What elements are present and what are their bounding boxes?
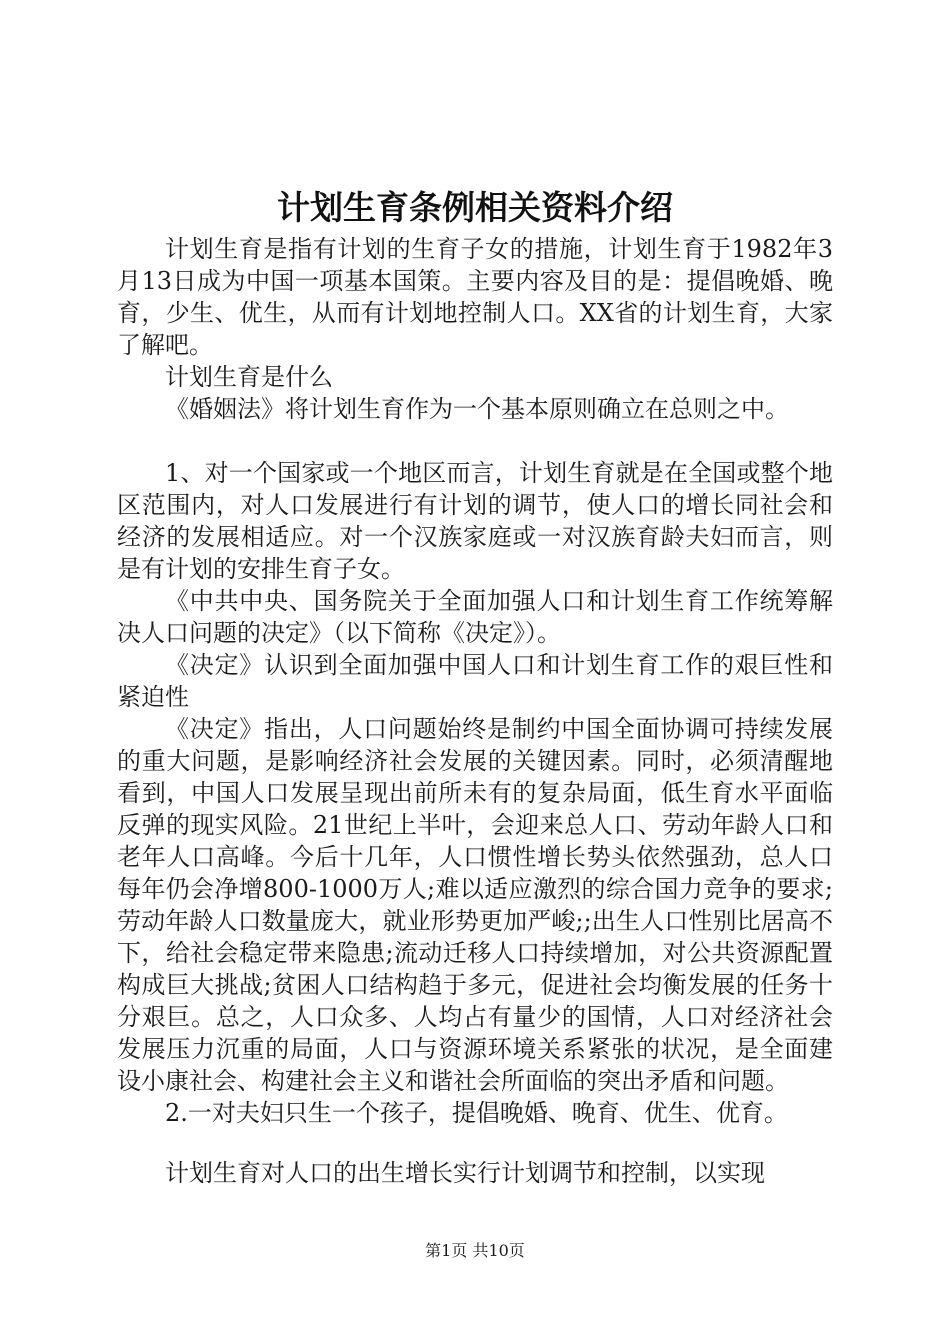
document-body: [117, 233, 833, 1189]
paragraph-control: 计划生育对人口的出生增长实行计划调节和控制，以实现: [165, 1159, 765, 1187]
paragraph-marriage-law: 《婚姻法》将计划生育作为一个基本原则确立在总则之中。: [165, 395, 789, 423]
paragraph-decision-urgency: 《决定》认识到全面加强中国人口和计划生育工作的艰巨性和紧迫性: [117, 651, 833, 711]
paragraph-point-1: 1、对一个国家或一个地区而言，计划生育就是在全国或整个地区范围内，对人口发展进行有计划的调节，使人口的增长同社会和经济的发展相适应。对一个汉族家庭或一对汉族育龄夫妇而言，则是有计划的安排生育子女。: [117, 459, 833, 583]
paragraph-decision-detail: 《决定》指出，人口问题始终是制约中国全面协调可持续发展的重大问题，是影响经济社会发展的关键因素。同时，必须清醒地看到，中国人口发展呈现出前所未有的复杂局面，低生育水平面临反弹的现实风险。21世纪上半叶，会迎来总人口、劳动年龄人口和老年人口高峰。今后十几年，人口惯性增长势头依然强劲，总人口每年仍会净增800-1000万人;难以适应激烈的综合国力竞争的要求;劳动年龄人口数量庞大，就业形势更加严峻;;出生人口性别比居高不下，给社会稳定带来隐患;流动迁移人口持续增加，对公共资源配置构成巨大挑战;贫困人口结构趋于多元，促进社会均衡发展的任务十分艰巨。总之，人口众多、人均占有量少的国情，人口对经济社会发展压力沉重的局面，人口与资源环境关系紧张的状况，是全面建设小康社会、构建社会主义和谐社会所面临的突出矛盾和问题。: [117, 715, 833, 1095]
page-footer: 第1页 共10页: [425, 1241, 525, 1260]
paragraph-point-2: 2.一对夫妇只生一个孩子，提倡晚婚、晚育、优生、优育。: [165, 1099, 788, 1127]
paragraph-heading-what: 计划生育是什么: [165, 363, 333, 391]
paragraph-intro: 计划生育是指有计划的生育子女的措施，计划生育于1982年3月13日成为中国一项基本国策。主要内容及目的是：提倡晚婚、晚育，少生、优生，从而有计划地控制人口。XX省的计划生育，大家了解吧。: [117, 235, 833, 359]
document-title: 计划生育条例相关资料介绍: [277, 188, 673, 227]
paragraph-decision-title: 《中共中央、国务院关于全面加强人口和计划生育工作统筹解决人口问题的决定》（以下简称《决定》）。: [117, 587, 833, 647]
